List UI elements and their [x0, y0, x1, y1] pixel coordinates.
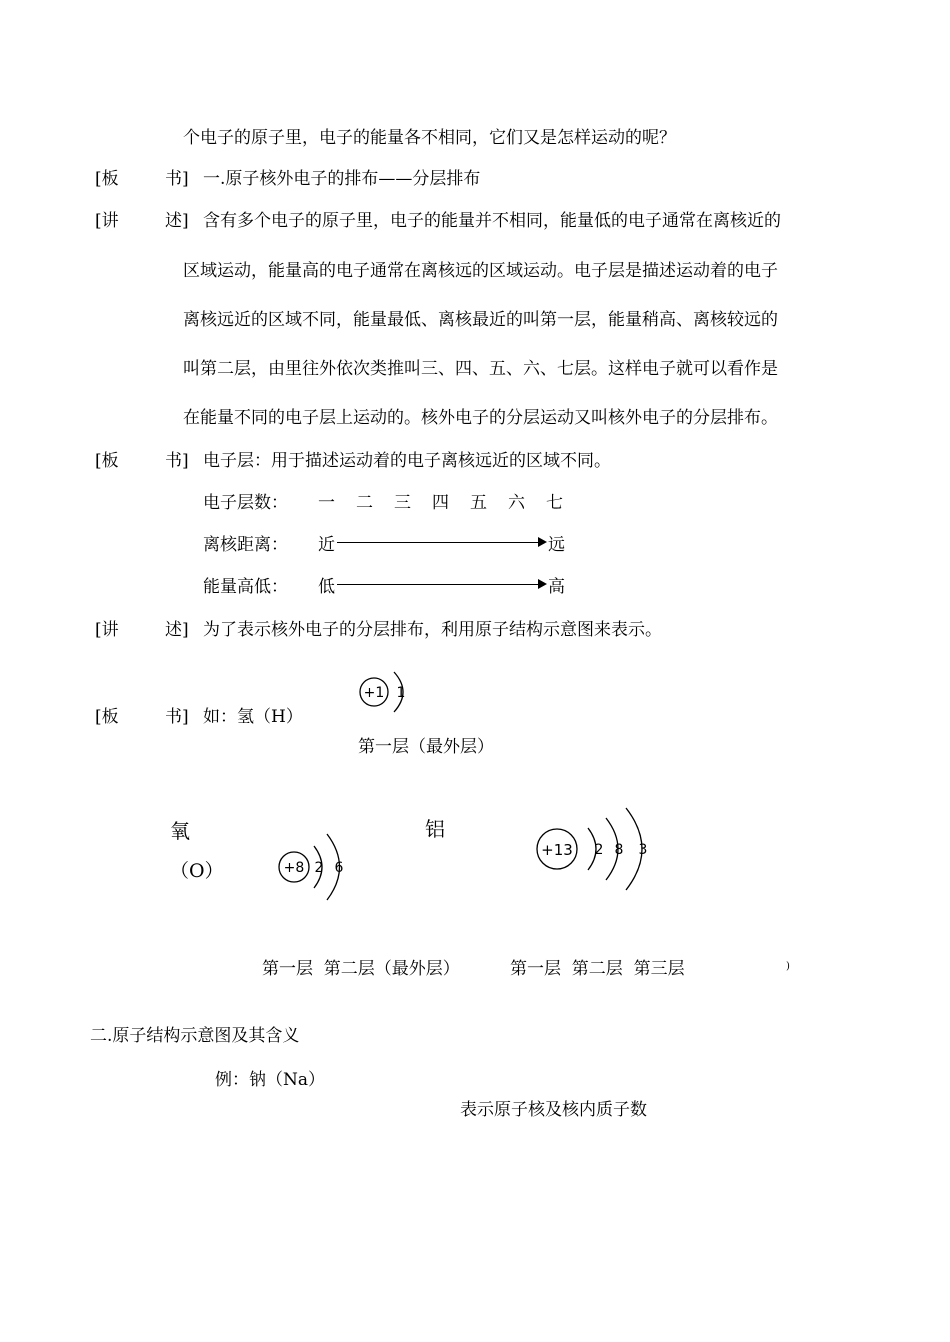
shell-number: 二 — [356, 493, 373, 513]
board-tag-right: 书] — [165, 707, 189, 727]
hydrogen-atom-diagram — [350, 664, 420, 720]
board-heading-1: 一.原子核外电子的排布——分层排布 — [203, 169, 481, 189]
distance-arrow — [337, 542, 539, 543]
lecture1-line: 区域运动，能量高的电子通常在离核远的区域运动。电子层是描述运动着的电子 — [183, 261, 778, 281]
section2-title: 二.原子结构示意图及其含义 — [90, 1026, 300, 1046]
lecture-tag-right: 述] — [165, 211, 189, 231]
distance-start: 近 — [318, 535, 335, 555]
shell-number: 一 — [318, 493, 335, 513]
aluminum-name: 铝 — [425, 817, 445, 841]
hydrogen-caption: 第一层（最外层） — [358, 737, 494, 757]
oxygen-shell-count: 2 — [314, 860, 324, 876]
oxygen-nucleus-label: +8 — [283, 860, 305, 876]
board-tag-left: [板 — [95, 707, 119, 727]
oxygen-shell-caption: 第一层 第二层（最外层） — [262, 959, 460, 979]
hydrogen-shell-count: 1 — [396, 685, 406, 701]
shell-number: 七 — [546, 493, 563, 513]
board-heading-2: 电子层：用于描述运动着的电子离核远近的区域不同。 — [203, 451, 611, 471]
lecture1-line: 在能量不同的电子层上运动的。核外电子的分层运动又叫核外电子的分层排布。 — [183, 408, 778, 428]
intro-line: 个电子的原子里，电子的能量各不相同，它们又是怎样运动的呢？ — [183, 128, 676, 148]
energy-arrow-head — [538, 579, 547, 589]
shell-number: 五 — [470, 493, 487, 513]
section2-note: 表示原子核及核内质子数 — [460, 1100, 647, 1120]
aluminum-atom-diagram — [530, 804, 660, 894]
distance-arrow-head — [538, 537, 547, 547]
aluminum-shell-count: 3 — [638, 842, 648, 858]
oxygen-name: 氧 — [170, 819, 190, 843]
lecture-tag-left: [讲 — [95, 211, 119, 231]
aluminum-shell-count: 2 — [594, 842, 604, 858]
energy-end: 高 — [548, 577, 565, 597]
energy-start: 低 — [318, 577, 335, 597]
shell-count-label: 电子层数： — [203, 493, 288, 513]
hydrogen-nucleus-label: +1 — [363, 685, 385, 701]
oxygen-shell-count: 6 — [334, 860, 344, 876]
lecture-line-2: 为了表示核外电子的分层排布，利用原子结构示意图来表示。 — [203, 620, 662, 640]
aluminum-nucleus-label: +13 — [541, 841, 573, 859]
oxygen-atom-diagram — [270, 828, 360, 908]
aluminum-shell-count: 8 — [614, 842, 624, 858]
aluminum-shell-caption: 第一层 第二层 第三层 — [510, 959, 685, 979]
distance-end: 远 — [548, 535, 565, 555]
board-tag-left: [板 — [95, 451, 119, 471]
oxygen-symbol: （O） — [170, 860, 224, 882]
board-heading-3: 如：氢（H） — [203, 707, 303, 727]
distance-label: 离核距离： — [203, 535, 288, 555]
lecture1-line: 含有多个电子的原子里，电子的能量并不相同，能量低的电子通常在离核近的 — [203, 211, 781, 231]
board-tag-left: [板 — [95, 169, 119, 189]
lecture1-line: 离核远近的区域不同，能量最低、离核最近的叫第一层，能量稍高、离核较远的 — [183, 310, 778, 330]
energy-arrow — [337, 584, 539, 585]
board-tag-right: 书] — [165, 451, 189, 471]
section2-example: 例：钠（Na） — [215, 1070, 326, 1090]
shell-number: 六 — [508, 493, 525, 513]
lecture1-line: 叫第二层，由里往外依次类推叫三、四、五、六、七层。这样电子就可以看作是 — [183, 359, 778, 379]
energy-label: 能量高低： — [203, 577, 288, 597]
shell-number: 三 — [394, 493, 411, 513]
stray-mark: ) — [786, 961, 790, 972]
lecture-tag-left: [讲 — [95, 620, 119, 640]
lecture-tag-right: 述] — [165, 620, 189, 640]
board-tag-right: 书] — [165, 169, 189, 189]
shell-number: 四 — [432, 493, 449, 513]
